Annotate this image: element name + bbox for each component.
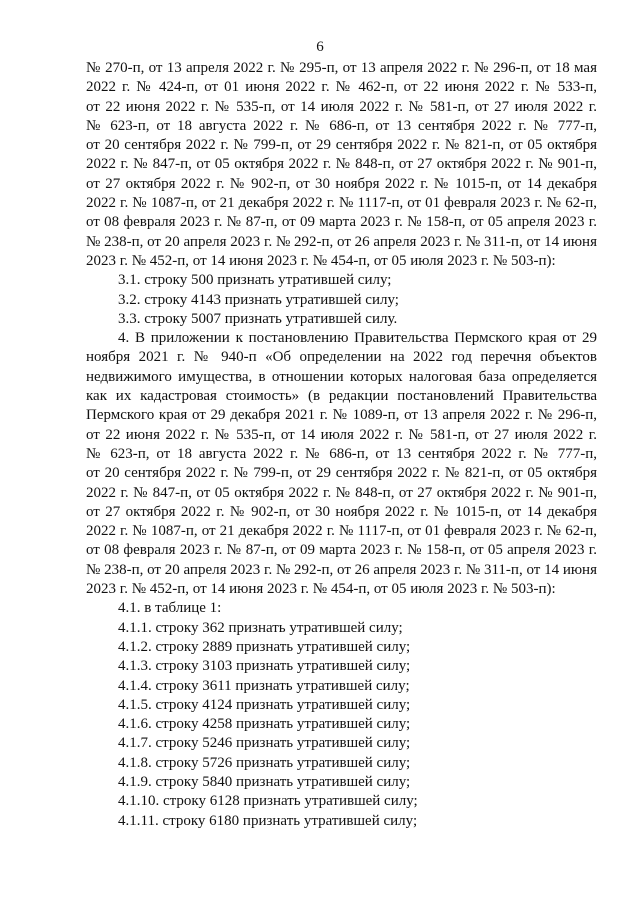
text-line: № 238-п, от 20 апреля 2023 г. № 292-п, от 26 апреля 2023 г. № 311-п, от 14 июня [86, 233, 597, 250]
text-line: 2023 г. № 452-п, от 14 июня 2023 г. № 454-п, от 05 июля 2023 г. № 503-п): [86, 252, 556, 269]
text-line: 4.1.5. строку 4124 признать утратившей силу; [118, 696, 411, 713]
document-body [86, 59, 597, 831]
text-line: 2022 г. № 424-п, от 01 июня 2022 г. № 462-п, от 22 июня 2022 г. № 533-п, [86, 79, 597, 96]
text-line: 4.1.10. строку 6128 признать утратившей силу; [118, 793, 418, 810]
text-line: от 22 июня 2022 г. № 535-п, от 14 июля 2022 г. № 581-п, от 27 июля 2022 г. [86, 98, 597, 115]
text-line: 4.1.7. строку 5246 признать утратившей силу; [118, 735, 411, 752]
text-line: 3.1. строку 500 признать утратившей силу; [118, 272, 392, 289]
text-line: 4. В приложении к постановлению Правительства Пермского края от 29 [118, 330, 597, 347]
text-line: № 270-п, от 13 апреля 2022 г. № 295-п, от 13 апреля 2022 г. № 296-п, от 18 мая [86, 60, 597, 76]
text-line: 4.1. в таблице 1: [118, 600, 222, 617]
text-line: 4.1.6. строку 4258 признать утратившей силу; [118, 716, 411, 733]
text-line: 4.1.9. строку 5840 признать утратившей силу; [118, 773, 411, 790]
text-line: от 08 февраля 2023 г. № 87-п, от 09 марта 2023 г. № 158-п, от 05 апреля 2023 г. [86, 214, 597, 231]
text-line: 2022 г. № 1087-п, от 21 декабря 2022 г. № 1117-п, от 01 февраля 2023 г. № 62-п, [86, 195, 597, 212]
text-line: от 27 октября 2022 г. № 902-п, от 30 ноября 2022 г. № 1015-п, от 14 декабря [86, 175, 597, 192]
text-line: 2022 г. № 847-п, от 05 октября 2022 г. № 848-п, от 27 октября 2022 г. № 901-п, [86, 156, 597, 173]
page-number: 6 [316, 39, 324, 55]
text-line: 4.1.11. строку 6180 признать утратившей силу; [118, 812, 418, 829]
text-line: от 27 октября 2022 г. № 902-п, от 30 ноября 2022 г. № 1015-п, от 14 декабря [86, 503, 597, 520]
text-line: недвижимого имущества, в отношении которых налоговая база определяется [86, 368, 597, 385]
text-line: 2023 г. № 452-п, от 14 июня 2023 г. № 454-п, от 05 июля 2023 г. № 503-п): [86, 581, 556, 598]
text-line: № 623-п, от 18 августа 2022 г. № 686-п, от 13 сентября 2022 г. № 777-п, [86, 445, 597, 462]
text-line: от 22 июня 2022 г. № 535-п, от 14 июля 2022 г. № 581-п, от 27 июля 2022 г. [86, 426, 597, 443]
text-line: 3.2. строку 4143 признать утратившей силу; [118, 291, 399, 308]
text-line: от 08 февраля 2023 г. № 87-п, от 09 марта 2023 г. № 158-п, от 05 апреля 2023 г. [86, 542, 597, 559]
text-line: 4.1.2. строку 2889 признать утратившей силу; [118, 638, 411, 655]
text-line: 4.1.1. строку 362 признать утратившей силу; [118, 619, 403, 636]
text-line: Пермского края от 29 декабря 2021 г. № 1089-п, от 13 апреля 2022 г. № 296-п, [86, 407, 597, 424]
text-line: 2022 г. № 847-п, от 05 октября 2022 г. № 848-п, от 27 октября 2022 г. № 901-п, [86, 484, 597, 501]
text-line: ноября 2021 г. № 940-п «Об определении на 2022 год перечня объектов [86, 349, 597, 366]
text-line: № 623-п, от 18 августа 2022 г. № 686-п, от 13 сентября 2022 г. № 777-п, [86, 117, 597, 134]
text-line: 4.1.4. строку 3611 признать утратившей силу; [118, 677, 410, 694]
text-line: как их кадастровая стоимость» (в редакции постановлений Правительства [86, 388, 597, 405]
text-line: от 20 сентября 2022 г. № 799-п, от 29 сентября 2022 г. № 821-п, от 05 октября [86, 465, 597, 482]
text-line: 3.3. строку 5007 признать утратившей силу. [118, 310, 398, 327]
text-line: 4.1.8. строку 5726 признать утратившей силу; [118, 754, 411, 771]
text-line: 4.1.3. строку 3103 признать утратившей силу; [118, 658, 411, 675]
text-line: 2022 г. № 1087-п, от 21 декабря 2022 г. № 1117-п, от 01 февраля 2023 г. № 62-п, [86, 523, 597, 540]
text-line: № 238-п, от 20 апреля 2023 г. № 292-п, от 26 апреля 2023 г. № 311-п, от 14 июня [86, 561, 597, 578]
text-line: от 20 сентября 2022 г. № 799-п, от 29 сентября 2022 г. № 821-п, от 05 октября [86, 137, 597, 154]
